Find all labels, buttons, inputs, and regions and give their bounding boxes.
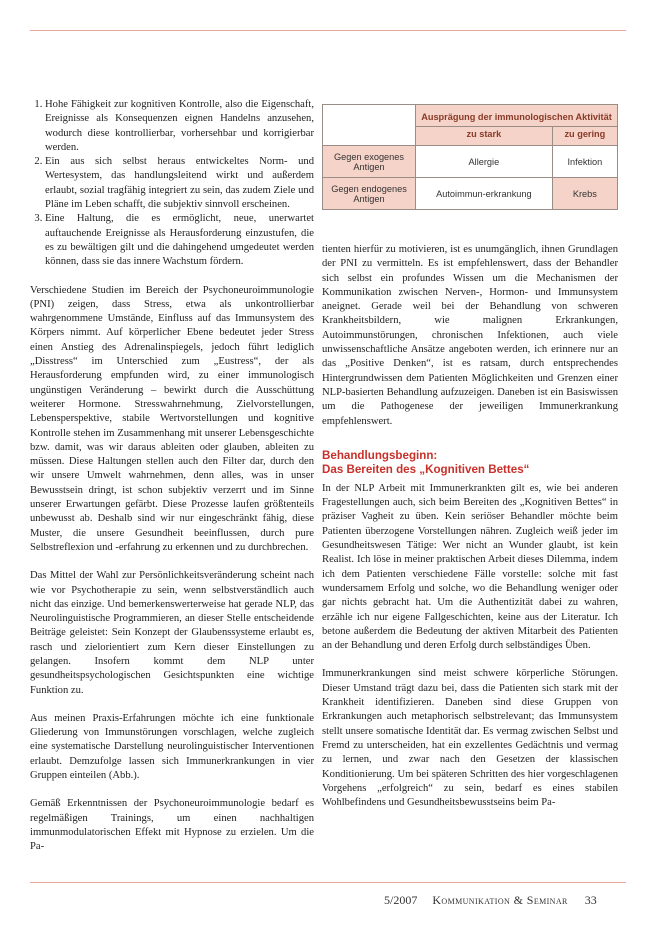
left-column xyxy=(30,98,314,869)
cell-cancer: Krebs xyxy=(552,178,617,210)
body-paragraph: Gemäß Erkenntnissen der Psychoneuroimmunologie bedarf es regelmäßigen Trainings, um einen nachhaltigen immunmodulatorischen Effekt mit Hypnose zu erzielen. Um die Pa- xyxy=(30,798,314,853)
cell-allergy: Allergie xyxy=(416,146,553,178)
body-paragraph: Verschiedene Studien im Bereich der Psychoneuroimmunologie (PNI) zeigen, dass Stress, etwa als unkontrollierbar wahrgenommene Umstände, Einfluss auf das Immunsystem des Körpers nimmt. Auf körperlicher Ebene bedeutet jeder Stress einen Anstieg des Adrenalinspiegels, jedoch führt lediglich „Disstress“ im Unterschied zum „Eustress“, der als Herausforderung empfunden wird, zu einer immunologisch ungünstigen Veränderung – bewirkt durch die Ausschüttung weiterer Hormone. Stresswahrnehmung, Zielvorstellungen, Lebensperspektive, stabile Wertvorstellungen und kognitive Kontrolle stehen im Zusammenhang mit unserer Lebensgeschichte bzw. damit, was wir daraus ableiten oder glauben, ableiten zu müssen. Diese Haltungen stellen auch den Filter dar, durch den wir unsere Umwelt wahrnehmen, denn alles, was in unser Bewusstsein dringt, ist schon subjektiv verzerrt und im Sinne unserer Erwartungen gefärbt. Diese Prozesse laufen größtenteils unbewusst ab. Deshalb sind wir nur eingeschränkt fähig, diese Muster, die unsere Gesundheit beeinflussen, durch pure Selbstreflexion und -erfahrung zu erkennen und zu durchbrechen. xyxy=(30,284,314,553)
section-heading xyxy=(322,449,618,477)
section-heading-line2: Das Bereiten des „Kognitiven Bettes“ xyxy=(322,462,530,476)
cell-autoimmune: Autoimmun-erkrankung xyxy=(416,178,553,210)
body-paragraph: Das Mittel der Wahl zur Persönlichkeitsveränderung scheint nach wie vor Psychotherapie zu sein, wenn selbstverständlich auch nicht das einzige. Und bemerkenswerterweise hat gerade NLP, das Neurolinguistische Programmieren, an dieser Stelle entscheidende Beiträge geleistet: Sein Konzept der Glaubenssysteme erlaubt es, rasch und zielorientiert zum Kern dieser Einstellungen zu gelangen. Insofern kommt dem NLP unter gesundheitspsychologischen Gesichtspunkten eine wichtige Funktion zu. xyxy=(30,570,314,696)
page-number: 33 xyxy=(584,893,597,907)
top-rule xyxy=(30,30,626,31)
table-corner-cell xyxy=(323,105,416,146)
issue-number: 5/2007 xyxy=(384,893,418,907)
cell-infection: Infektion xyxy=(552,146,617,178)
row-label-endogenous: Gegen endogenes Antigen xyxy=(323,178,416,210)
body-paragraph: In der NLP Arbeit mit Immunerkrankten gilt es, wie bei anderen Fragestellungen auch, sich beim Bereiten des „Kognitiven Bettes“ in präziser Vagheit zu üben. Kein seriöser Behandler möchte beim Patienten überzogene Vorstellungen nähren. Zugleich weiß jeder im Gesundheitswesen Tätige: Wer nicht an Wunder glaubt, ist kein Realist. Ich löse in meiner praktischen Arbeit dieses Dilemma, indem ich dem Patienten verschiedene Fälle vorstelle: solche mit fast wundersamem Erfolg und solche, wo die Behandlung weniger oder gar nichts gebracht hat. Um die Authentizität dabei zu wahren, erzähle ich nur eigene Fallgeschichten, keine aus der Literatur. Ich betone außerdem die Bedeutung der aktiven Mitarbeit des Patienten an der Behandlung und deren Erfolg durch selbständiges Üben. xyxy=(322,482,618,652)
body-paragraph: Immunerkrankungen sind meist schwere körperliche Störungen. Dieser Umstand trägt dazu bei, dass die Patienten sich stark mit der Krankheit identifizieren. Daneben sind diese Gruppen von Erkrankungen auch metaphorisch selbstrelevant; das Immunsystem stellt unsere somatische Identität dar. Es vermag zwischen Selbst und Fremd zu unterscheiden, hat ein exzellentes Gedächtnis und vermag zu lernen, und zwar nach den Gesetzen der klassischen Konditionierung. Um bei späteren Schritten des hier vorgeschlagenen Vorgehens „erfolgreich“ zu sein, bedarf es eines stabilen Wohlbefindens und Gesundheitsbewusstseins beim Pa- xyxy=(322,668,618,809)
list-item: 3. Eine Haltung, die es ermöglicht, neue, unerwartet auftauchende Ereignisse als Herausforderung einzustufen, die es zu bewältigen gilt und die dahingehend umgedeutet werden können, dass sie das innere Wachstum fördern. xyxy=(45,212,314,269)
row-label-exogenous: Gegen exogenes Antigen xyxy=(323,146,416,178)
body-paragraph: tienten hierfür zu motivieren, ist es unumgänglich, ihnen Grundlagen der PNI zu vermitteln. Es ist empfehlenswert, dass der Behandler sich selbst ein profundes Wissen um die Mechanismen der Kommunikation zwischen Nerven-, Hormon- und Immunsystem aneignet. Gerade weil bei der Behandlung von schweren Krankheitsbildern, wie malignen Erkrankungen, Autoimmunstörungen, chronischen Infektionen, auch viele unwissenschaftliche Ansätze angeboten werden, ich erinnere nur an das „Positive Denken“, ist es ratsam, durch entsprechendes Hintergrundwissen dem Patienten Möglichkeiten und Grenzen einer NLP-basierten Behandlung aufzuzeigen. Daneben ist ein Basiswissen um die Pathogenese der jeweiligen Immunerkrankung empfehlenswert. xyxy=(322,244,618,427)
column-header-too-weak: zu gering xyxy=(552,127,617,146)
section-heading-line1: Behandlungsbeginn: xyxy=(322,448,438,462)
journal-title: Kommunikation & Seminar xyxy=(432,893,568,907)
column-header-too-strong: zu stark xyxy=(416,127,553,146)
page-footer xyxy=(384,893,597,908)
list-item: 1. Hohe Fähigkeit zur kognitiven Kontrolle, also die Eigenschaft, Ereignisse als Konsequenzen eignen Handelns anzusehen, wodurch diese kontrollierbar, vorhersehbar und korrigierbar werden. xyxy=(45,98,314,155)
immune-activity-table xyxy=(322,104,618,210)
list-item: 2. Ein aus sich selbst heraus entwickeltes Norm- und Wertesystem, das handlungsleitend wirkt und außerdem erlaubt, sozial tragfähig integriert zu sein, das zudem Ziele und Pläne im Leben schafft, die subjektiv sinnvoll erscheinen. xyxy=(45,155,314,212)
table-header: Ausprägung der immunologischen Aktivität xyxy=(416,105,618,127)
right-column xyxy=(322,243,618,824)
body-paragraph: Aus meinen Praxis-Erfahrungen möchte ich eine funktionale Gliederung von Immunstörungen vorschlagen, welche zugleich eine systematische Darstellung neurolinguistischer Interventionen erlaubt. Demzufolge lassen sich Immunerkrankungen in vier Gruppen einteilen (Abb.). xyxy=(30,712,314,782)
numbered-list xyxy=(30,98,314,270)
bottom-rule xyxy=(30,882,626,883)
